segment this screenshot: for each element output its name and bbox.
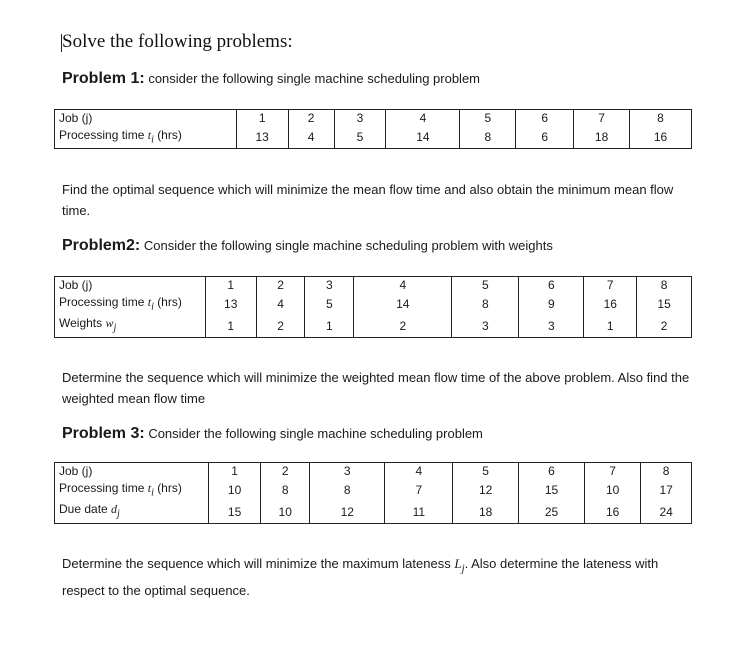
page-title: Solve the following problems: xyxy=(62,31,293,52)
cell: 1 xyxy=(205,277,256,295)
problem1-title xyxy=(62,70,480,88)
row-label-text: Processing time xyxy=(59,295,145,309)
cell: 3 xyxy=(452,315,519,337)
problem3-description: Consider the following single machine scheduling problem xyxy=(148,426,483,441)
cell: 1 xyxy=(208,463,261,481)
symbol: t xyxy=(147,128,152,142)
cell: 25 xyxy=(519,501,585,523)
cell: 8 xyxy=(452,294,519,315)
cell: 6 xyxy=(516,127,574,149)
problem2-weights-row xyxy=(55,315,692,337)
cell: 12 xyxy=(453,480,519,501)
cell: 7 xyxy=(584,463,640,481)
cell: 16 xyxy=(584,294,637,315)
row-label xyxy=(55,501,209,523)
cell: 15 xyxy=(519,480,585,501)
symbol: d xyxy=(111,502,118,517)
problem3-task xyxy=(62,553,692,601)
symbol-subscript: j xyxy=(113,322,117,334)
cell: 1 xyxy=(305,315,354,337)
cell: 8 xyxy=(630,110,692,128)
row-label-text: Processing time xyxy=(59,128,145,142)
row-label-text: Weights xyxy=(59,316,103,331)
cell: 5 xyxy=(453,463,519,481)
problem3-table xyxy=(54,462,692,524)
cell: 5 xyxy=(305,294,354,315)
row-label xyxy=(55,127,237,149)
symbol-subscript: i xyxy=(151,301,154,313)
symbol-subscript: i xyxy=(151,134,154,146)
problem1-description: consider the following single machine scheduling problem xyxy=(148,71,481,86)
problem1-processing-row xyxy=(55,127,692,149)
cell: 18 xyxy=(453,501,519,523)
problem3-processing-row xyxy=(55,480,692,501)
cell: 8 xyxy=(641,463,692,481)
cell: 10 xyxy=(584,480,640,501)
cell: 16 xyxy=(584,501,640,523)
cell: 2 xyxy=(354,315,452,337)
symbol: t xyxy=(147,295,152,309)
problem1-table xyxy=(54,109,692,149)
problem2-job-row xyxy=(55,277,692,295)
problem3-label: Problem 3: xyxy=(62,425,145,442)
problem3-job-row xyxy=(55,463,692,481)
cell: 9 xyxy=(519,294,584,315)
row-label: Job (j) xyxy=(55,110,237,128)
cell: 11 xyxy=(385,501,453,523)
cell: 15 xyxy=(208,501,261,523)
problem2-processing-row xyxy=(55,294,692,315)
cell: 5 xyxy=(452,277,519,295)
problem1-task: Find the optimal sequence which will minimize the mean flow time and also obtain the minimum mean flow time. xyxy=(62,182,674,218)
cell: 3 xyxy=(305,277,354,295)
cell: 5 xyxy=(334,127,386,149)
cell: 13 xyxy=(205,294,256,315)
problem2-label: Problem2: xyxy=(62,237,141,254)
unit: (hrs) xyxy=(157,295,182,309)
cell: 6 xyxy=(519,463,585,481)
cell: 7 xyxy=(574,110,630,128)
cell: 8 xyxy=(637,277,692,295)
symbol: t xyxy=(147,481,152,495)
cell: 3 xyxy=(334,110,386,128)
cell: 15 xyxy=(637,294,692,315)
unit: (hrs) xyxy=(157,128,182,142)
cell: 12 xyxy=(310,501,385,523)
cell: 7 xyxy=(385,480,453,501)
lateness-symbol: L xyxy=(454,556,462,571)
task-text: Determine the sequence which will minimize the maximum lateness xyxy=(62,556,451,571)
problem3-due-date-row xyxy=(55,501,692,523)
unit: (hrs) xyxy=(157,481,182,495)
cell: 10 xyxy=(261,501,310,523)
problem2-table xyxy=(54,276,692,338)
cell: 2 xyxy=(637,315,692,337)
symbol-subscript: j xyxy=(117,508,120,520)
cell: 2 xyxy=(288,110,334,128)
task-text-end: . Also determine the lateness with respect to the optimal sequence. xyxy=(62,556,659,598)
problem2-description: Consider the following single machine scheduling problem with weights xyxy=(143,238,553,253)
symbol: w xyxy=(105,316,114,331)
cell: 14 xyxy=(354,294,452,315)
problem2-title xyxy=(62,237,553,255)
cell: 3 xyxy=(519,315,584,337)
cell: 5 xyxy=(460,110,516,128)
cell: 2 xyxy=(256,315,305,337)
cell: 1 xyxy=(584,315,637,337)
row-label-text: Processing time xyxy=(59,481,145,495)
row-label xyxy=(55,480,209,501)
cell: 10 xyxy=(208,480,261,501)
cell: 7 xyxy=(584,277,637,295)
cell: 1 xyxy=(236,110,288,128)
row-label xyxy=(55,315,206,337)
cell: 16 xyxy=(630,127,692,149)
problem2-task: Determine the sequence which will minimize the weighted mean flow time of the above problem. Also find the weighted mean flow time xyxy=(62,370,690,406)
cell: 8 xyxy=(310,480,385,501)
cell: 4 xyxy=(256,294,305,315)
cell: 3 xyxy=(310,463,385,481)
cell: 4 xyxy=(385,463,453,481)
problem1-job-row xyxy=(55,110,692,128)
cell: 17 xyxy=(641,480,692,501)
cell: 6 xyxy=(519,277,584,295)
row-label: Job (j) xyxy=(55,277,206,295)
cell: 8 xyxy=(460,127,516,149)
cell: 2 xyxy=(261,463,310,481)
cell: 4 xyxy=(354,277,452,295)
row-label-text: Due date xyxy=(59,502,108,517)
cell: 4 xyxy=(288,127,334,149)
row-label xyxy=(55,294,206,315)
cell: 6 xyxy=(516,110,574,128)
problem1-label: Problem 1: xyxy=(62,70,145,87)
lateness-subscript: j xyxy=(461,562,465,575)
cell: 24 xyxy=(641,501,692,523)
cell: 1 xyxy=(205,315,256,337)
row-label: Job (j) xyxy=(55,463,209,481)
cell: 18 xyxy=(574,127,630,149)
cell: 14 xyxy=(386,127,460,149)
cell: 13 xyxy=(236,127,288,149)
cell: 4 xyxy=(386,110,460,128)
symbol-subscript: i xyxy=(151,487,154,499)
problem3-title xyxy=(62,425,483,443)
cell: 2 xyxy=(256,277,305,295)
cell: 8 xyxy=(261,480,310,501)
